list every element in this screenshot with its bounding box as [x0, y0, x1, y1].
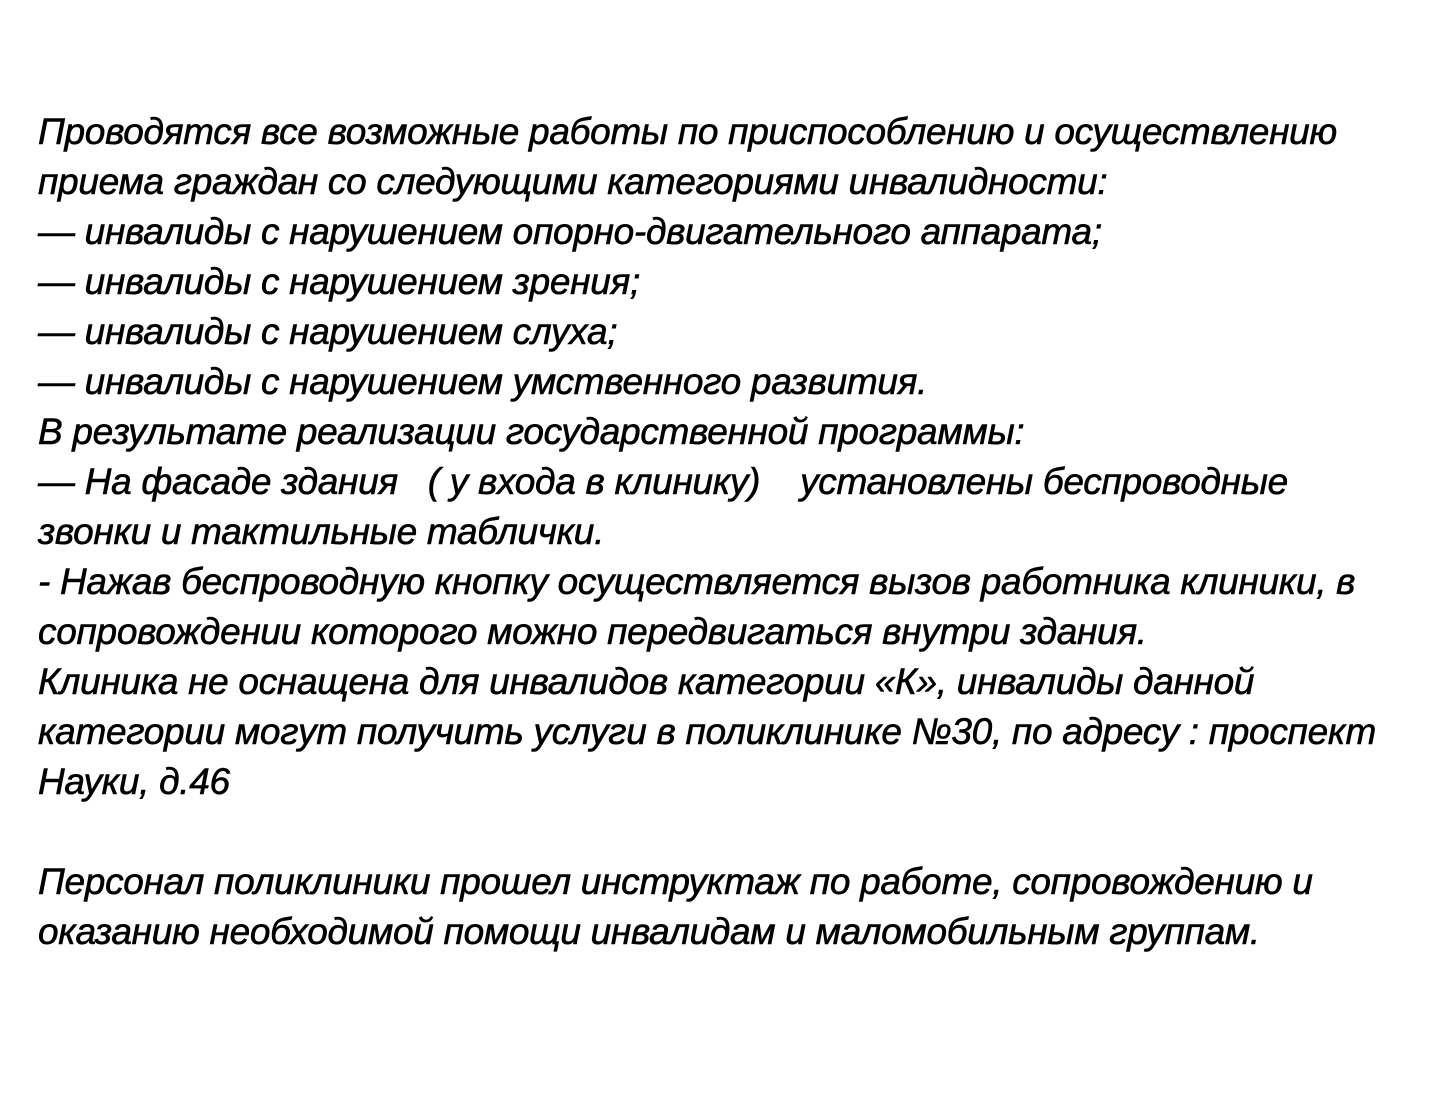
list-item: - Нажав беспроводную кнопку осуществляется вызов работника клиники, в	[38, 561, 1356, 602]
text-line: Проводятся все возможные работы по приспособлению и осуществлению	[38, 111, 1337, 152]
text-line: Науки, д.46	[38, 761, 230, 802]
document-text	[38, 107, 1428, 957]
paragraph-gap	[38, 807, 1428, 857]
text-line: Персонал поликлиники прошел инструктаж по работе, сопровождению и	[38, 861, 1313, 902]
text-line: приема граждан со следующими категориями инвалидности:	[38, 161, 1108, 202]
list-item: — инвалиды с нарушением зрения;	[38, 261, 640, 302]
text-line: сопровождении которого можно передвигаться внутри здания.	[38, 611, 1147, 652]
text-line: звонки и тактильные таблички.	[38, 511, 605, 552]
text-line: В результате реализации государственной программы:	[38, 411, 1025, 452]
list-item: — инвалиды с нарушением умственного развития.	[38, 361, 928, 402]
list-item: — инвалиды с нарушением слуха;	[38, 311, 618, 352]
list-item: — инвалиды с нарушением опорно-двигательного аппарата;	[38, 211, 1102, 252]
text-line: оказанию необходимой помощи инвалидам и маломобильным группам.	[38, 911, 1260, 952]
list-item: — На фасаде здания ( у входа в клинику) установлены беспроводные	[38, 461, 1288, 502]
text-line: Клиника не оснащена для инвалидов категории «К», инвалиды данной	[38, 661, 1255, 702]
text-line: категории могут получить услуги в поликлинике №30, по адресу : проспект	[38, 711, 1376, 752]
